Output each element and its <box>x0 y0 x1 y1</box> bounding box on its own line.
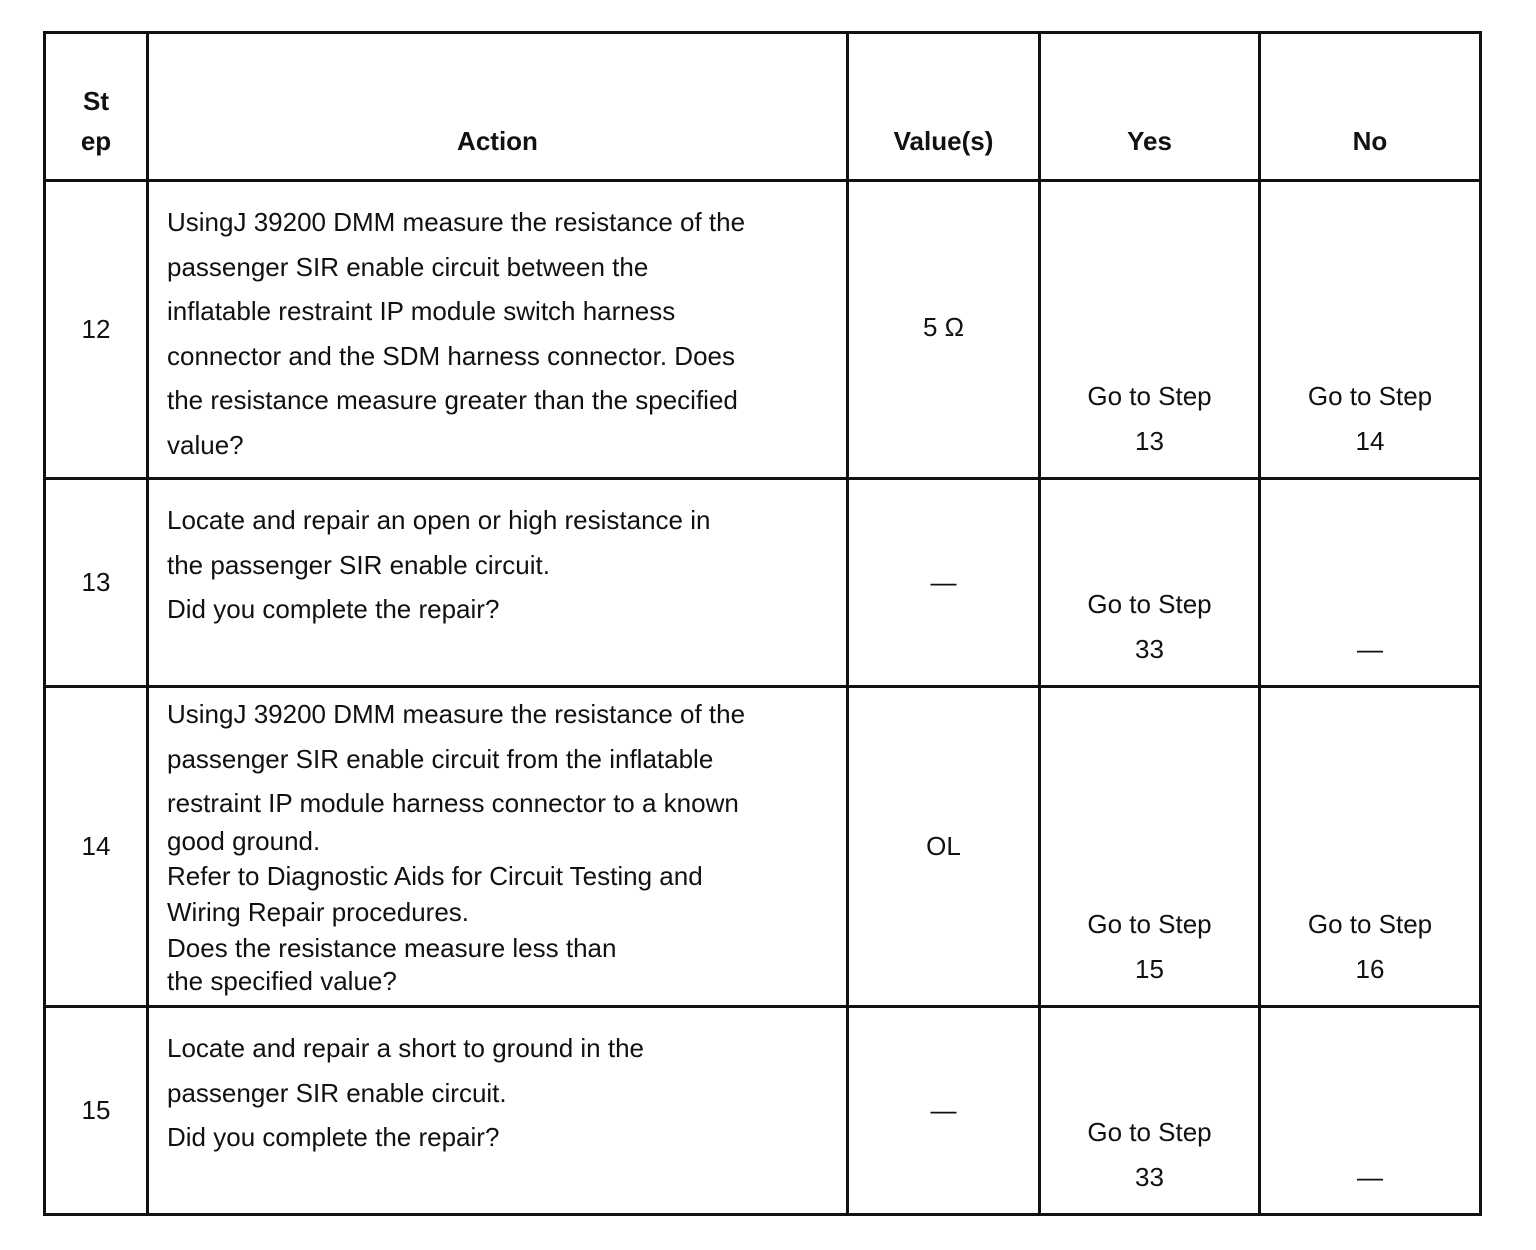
step-number: 12 <box>45 181 148 479</box>
value-cell <box>848 687 1040 1007</box>
action-line: UsingJ 39200 DMM measure the resistance of the <box>167 207 746 237</box>
value-text: 5 Ω <box>922 312 965 343</box>
header-action: Action <box>148 33 848 181</box>
action-line: passenger SIR enable circuit. <box>167 1077 507 1108</box>
yes-goto-step: 33 <box>1135 1161 1164 1192</box>
yes-cell <box>1040 181 1260 479</box>
no-goto-label: Go to Step <box>1307 909 1433 939</box>
action-text <box>148 479 848 687</box>
no-cell <box>1260 687 1481 1007</box>
action-line: value? <box>167 429 244 460</box>
action-line: inflatable restraint IP module switch harness <box>167 296 676 326</box>
value-text: — <box>930 1095 957 1126</box>
value-cell <box>848 181 1040 479</box>
action-line: the specified value? <box>167 966 397 996</box>
header-yes: Yes <box>1040 33 1260 181</box>
yes-goto-label: Go to Step <box>1087 381 1212 411</box>
no-cell: — <box>1260 1007 1481 1215</box>
header-no: No <box>1260 33 1481 181</box>
action-line: passenger SIR enable circuit from the inflatable <box>167 743 714 774</box>
no-goto-step: 14 <box>1355 425 1385 456</box>
action-line: the passenger SIR enable circuit. <box>167 549 550 580</box>
yes-goto-label: Go to Step <box>1087 589 1212 619</box>
yes-goto-step: 15 <box>1135 953 1164 984</box>
no-goto-step: 16 <box>1355 953 1385 984</box>
action-line: Refer to Diagnostic Aids for Circuit Testing and <box>167 861 703 891</box>
yes-cell <box>1040 687 1260 1007</box>
action-text <box>148 1007 848 1215</box>
table-row <box>45 687 1481 1007</box>
action-text <box>148 687 848 1007</box>
action-line: Locate and repair an open or high resistance in <box>167 505 711 535</box>
action-line: the resistance measure greater than the specified <box>167 385 738 415</box>
action-line: restraint IP module harness connector to a known <box>167 788 739 818</box>
value-cell <box>848 479 1040 687</box>
action-line: Did you complete the repair? <box>167 594 500 624</box>
action-text <box>148 181 848 479</box>
action-line: Does the resistance measure less than <box>167 933 617 963</box>
header-step-line2: ep <box>80 126 112 156</box>
diagnostic-table <box>43 31 1482 1216</box>
yes-goto-step: 33 <box>1135 633 1164 664</box>
no-cell <box>1260 181 1481 479</box>
action-line: Locate and repair a short to ground in the <box>167 1033 644 1063</box>
yes-cell <box>1040 479 1260 687</box>
step-number: 14 <box>45 687 148 1007</box>
action-line: connector and the SDM harness connector. Does <box>167 340 735 371</box>
yes-goto-step: 13 <box>1135 425 1164 456</box>
yes-goto-label: Go to Step <box>1087 1117 1212 1147</box>
header-step <box>45 33 148 181</box>
action-line: good ground. <box>167 826 321 856</box>
step-number: 15 <box>45 1007 148 1215</box>
header-row <box>45 33 1481 181</box>
step-number: 13 <box>45 479 148 687</box>
value-cell <box>848 1007 1040 1215</box>
value-text: OL <box>926 831 961 862</box>
no-goto-label: Go to Step <box>1307 381 1433 411</box>
action-line: passenger SIR enable circuit between the <box>167 251 649 282</box>
header-step-line1: St <box>83 86 109 116</box>
yes-cell <box>1040 1007 1260 1215</box>
value-text: — <box>930 567 957 598</box>
table-row <box>45 1007 1481 1215</box>
yes-goto-label: Go to Step <box>1087 909 1212 939</box>
action-line: Wiring Repair procedures. <box>167 897 470 927</box>
no-cell: — <box>1260 479 1481 687</box>
action-line: UsingJ 39200 DMM measure the resistance of the <box>167 699 746 729</box>
table-row <box>45 181 1481 479</box>
action-line: Did you complete the repair? <box>167 1122 500 1152</box>
table-row <box>45 479 1481 687</box>
header-values: Value(s) <box>848 33 1040 181</box>
